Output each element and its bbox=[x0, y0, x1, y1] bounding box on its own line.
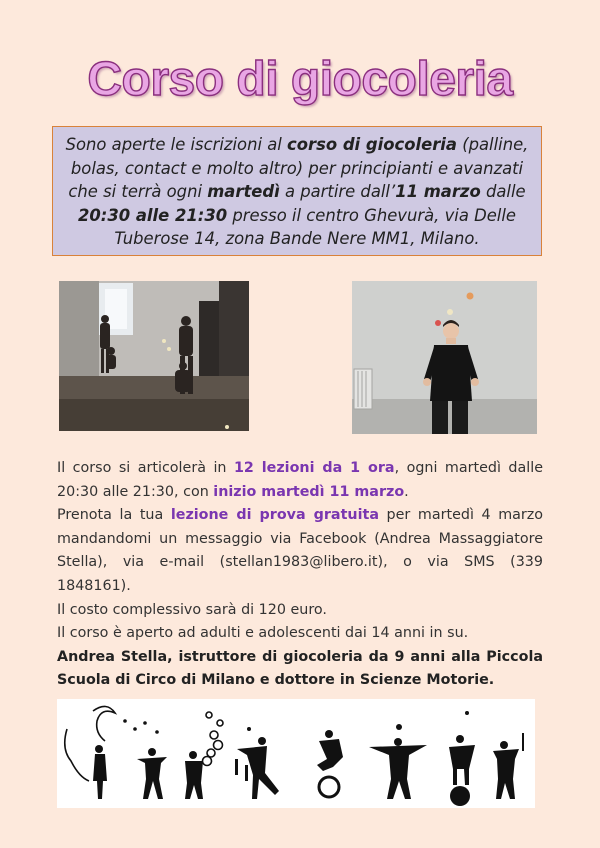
paragraph-booking bbox=[57, 504, 543, 598]
photo-group-practice bbox=[59, 281, 249, 431]
paragraph-cost: Il costo complessivo sarà di 120 euro. bbox=[57, 601, 327, 618]
paragraph-audience: Il corso è aperto ad adulti e adolescenti dai 14 anni in su. bbox=[57, 625, 469, 642]
intro-bold-course: corso di giocoleria bbox=[287, 135, 457, 154]
highlight-free-lesson: lezione di prova gratuita bbox=[170, 507, 379, 524]
juggler-silhouettes-illustration bbox=[57, 699, 535, 808]
highlight-start-date: inizio martedì 11 marzo bbox=[213, 483, 405, 500]
intro-text: presso il centro Ghevurà, via Delle Tuberose 14, zona Bande Nere MM1, Milano. bbox=[114, 205, 517, 249]
page-title: Corso di giocoleria bbox=[87, 53, 513, 106]
intro-box bbox=[52, 126, 542, 256]
text: , ogni martedì dalle 20:30 alle 21:30, con bbox=[57, 460, 544, 500]
paragraph-instructor: Andrea Stella, istruttore di giocoleria da 9 anni alla Piccola Scuola di Circo di Milano e dottore in Scienze Motorie. bbox=[57, 648, 543, 689]
text: Prenota la tua bbox=[57, 507, 171, 524]
photo-juggler-illustration bbox=[352, 281, 537, 434]
text: Il corso si articolerà in bbox=[57, 460, 234, 476]
photo-juggler bbox=[352, 281, 537, 434]
intro-text: Sono aperte le iscrizioni al bbox=[65, 135, 288, 154]
photo-group-practice-illustration bbox=[59, 281, 249, 431]
intro-text: dalle bbox=[480, 182, 526, 202]
juggler-silhouettes-banner bbox=[57, 699, 535, 808]
highlight-lessons: 12 lezioni da 1 ora bbox=[233, 460, 395, 476]
intro-bold-date: 11 marzo bbox=[395, 182, 481, 202]
intro-text: a partire dall’ bbox=[279, 182, 396, 202]
paragraph-schedule bbox=[57, 457, 543, 504]
text: . bbox=[404, 483, 409, 500]
intro-bold-day: martedì bbox=[207, 182, 280, 202]
course-details bbox=[57, 457, 543, 693]
intro-bold-time: 20:30 alle 21:30 bbox=[77, 205, 228, 225]
text: per martedì 4 marzo mandandomi un messaggio via Facebook (Andrea Massaggiatore Stella), via e-mail (stellan1983@libero.it), o via SMS (339 1848161). bbox=[57, 507, 544, 594]
intro-text: (palline, bolas, contact e molto altro) per principianti e avanzati che si terrà ogni bbox=[68, 135, 529, 202]
